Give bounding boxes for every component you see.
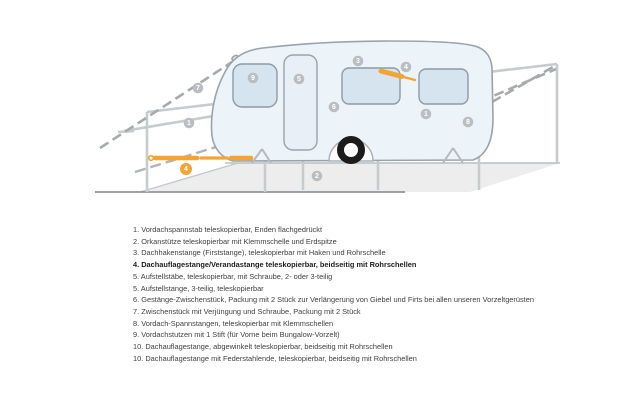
marker-label-8: 8 [466,119,470,126]
legend-item-2: 2. Orkanstütze teleskopierbar mit Klemmschelle und Erdspitze [133,236,337,246]
legend-item-11: 10. Dachauflagestange, abgewinkelt teleskopierbar, beidseitig mit Rohrschellen [133,342,393,352]
awning-floor [140,163,560,192]
legend-item-5: 5. Aufstellstäbe, teleskopierbar, mit Schraube, 2- oder 3-teilig [133,271,333,281]
marker-label-1: 1 [187,120,191,127]
legend-item-6: 5. Aufstellstange, 3-teilig, teleskopierbar [133,283,264,293]
legend-item-7: 6. Gestänge-Zwischenstück, Packung mit 2 Stück zur Verlängerung von Giebel und Firts bei allen unseren Vorzeltgerüsten [133,295,534,305]
parts-legend [133,224,603,364]
legend-item-8: 7. Zwischenstück mit Verjüngung und Schraube, Packung mit 2 Stück [133,306,361,316]
marker-label-2: 2 [315,173,319,180]
marker-label-7: 7 [196,85,200,92]
veranda-pole-highlight [149,156,251,161]
marker-label-5: 5 [297,76,301,83]
caravan-window-rear [419,69,468,104]
legend-item-3: 3. Dachhakenstange (Firststange), teleskopierbar mit Haken und Rohrschelle [133,248,386,258]
legend-item-10: 9. Vordachstutzen mit 1 Stift (für Vorne beim Bungalow-Vorzelt) [133,330,340,340]
legend-item-4: 4. Dachauflagestange/Verandastange teleskopierbar, beidseitig mit Rohrschellen [133,260,417,270]
legend-item-9: 8. Vordach-Spannstangen, teleskopierbar mit Klemmschellen [133,318,334,328]
marker-label-9: 9 [251,75,255,82]
marker-label-4: 4 [404,64,408,71]
marker-label-3: 3 [356,58,360,65]
legend-item-12: 10. Dachauflagestange mit Federstahlende, teleskopierbar, beidseitig mit Rohrschellen [133,353,417,363]
caravan-door [284,55,317,150]
marker-label-6: 6 [332,104,336,111]
legend-item-1: 1. Vordachspannstab teleskopierbar, Enden flachgedrückt [133,225,322,234]
wheel [341,140,362,161]
marker-label-1: 1 [424,111,428,118]
marker-label-4: 4 [184,166,188,173]
caravan-window-front [233,64,277,107]
